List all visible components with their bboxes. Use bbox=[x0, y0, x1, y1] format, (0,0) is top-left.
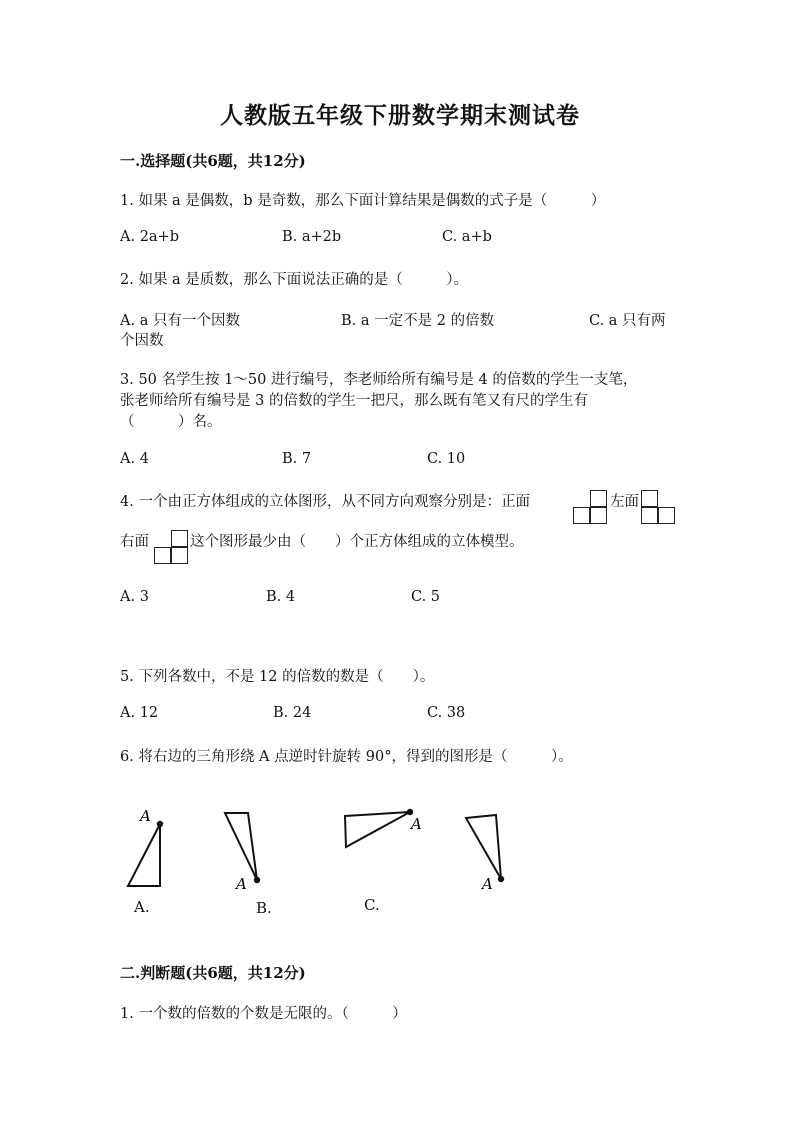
option-a-point-label: A bbox=[236, 875, 247, 893]
q4-option-c[interactable]: C. 5 bbox=[411, 589, 441, 605]
question-3-line-2: 张老师给所有编号是 3 的倍数的学生一把尺，那么既有笔又有尺的学生有 bbox=[120, 393, 588, 409]
option-b-point-label: A bbox=[411, 815, 422, 833]
q6-triangle-figures bbox=[110, 795, 530, 925]
q3-option-c[interactable]: C. 10 bbox=[427, 451, 466, 467]
q1-option-a[interactable]: A. 2a+b bbox=[120, 229, 179, 245]
option-c-triangle[interactable] bbox=[466, 815, 504, 893]
figure-label-c: C. bbox=[364, 896, 380, 914]
q4-option-b[interactable]: B. 4 bbox=[266, 589, 296, 605]
page-title: 人教版五年级下册数学期末测试卷 bbox=[220, 102, 580, 129]
q5-option-a[interactable]: A. 12 bbox=[120, 705, 159, 721]
option-b-triangle[interactable] bbox=[345, 809, 422, 847]
question-6-stem: 6. 将右边的三角形绕 A 点逆时针旋转 90°，得到的图形是（ ）。 bbox=[120, 749, 573, 765]
question-3-line-3: （ ）名。 bbox=[120, 414, 222, 430]
q4-option-a[interactable]: A. 3 bbox=[120, 589, 149, 605]
original-triangle bbox=[128, 807, 163, 886]
right-view-figure bbox=[154, 530, 190, 566]
q3-option-b[interactable]: B. 7 bbox=[282, 451, 312, 467]
q2-option-c[interactable]: C. a 只有两 bbox=[589, 313, 666, 329]
section-heading-choice: 一.选择题(共6题，共12分) bbox=[120, 152, 306, 170]
question-5-stem: 5. 下列各数中，不是 12 的倍数的数是（ ）。 bbox=[120, 669, 435, 685]
original-point-label: A bbox=[140, 807, 151, 825]
q5-option-c[interactable]: C. 38 bbox=[427, 705, 466, 721]
q1-option-c[interactable]: C. a+b bbox=[442, 229, 492, 245]
option-c-point-label: A bbox=[482, 875, 493, 893]
figure-label-b: B. bbox=[256, 899, 272, 917]
question-4-line-2: 这个图形最少由（ ）个正方体组成的立体模型。 bbox=[190, 534, 524, 550]
q3-option-a[interactable]: A. 4 bbox=[120, 451, 149, 467]
left-view-figure bbox=[641, 490, 677, 526]
question-2-stem: 2. 如果 a 是质数，那么下面说法正确的是（ ）。 bbox=[120, 272, 469, 288]
q2-option-b[interactable]: B. a 一定不是 2 的倍数 bbox=[341, 313, 495, 329]
judgment-question-1: 1. 一个数的倍数的个数是无限的。（ ） bbox=[120, 1006, 407, 1022]
figure-label-a: A. bbox=[134, 898, 150, 916]
question-4-right-label: 右面 bbox=[120, 534, 149, 550]
option-a-triangle[interactable] bbox=[225, 813, 260, 893]
q1-option-b[interactable]: B. a+2b bbox=[282, 229, 342, 245]
question-1-stem: 1. 如果 a 是偶数，b 是奇数，那么下面计算结果是偶数的式子是（ ） bbox=[120, 193, 606, 209]
q5-option-b[interactable]: B. 24 bbox=[273, 705, 312, 721]
question-3-line-1: 3. 50 名学生按 1～50 进行编号，李老师给所有编号是 4 的倍数的学生一支笔， bbox=[120, 372, 638, 388]
q2-option-a[interactable]: A. a 只有一个因数 bbox=[120, 313, 240, 329]
question-4-line-1: 4. 一个由正方体组成的立体图形，从不同方向观察分别是：正面 bbox=[120, 494, 530, 510]
front-view-figure bbox=[573, 490, 609, 526]
section-heading-judgment: 二.判断题(共6题，共12分) bbox=[120, 964, 306, 982]
q2-option-c-continued: 个因数 bbox=[120, 333, 164, 349]
question-4-left-label: 左面 bbox=[610, 494, 639, 510]
